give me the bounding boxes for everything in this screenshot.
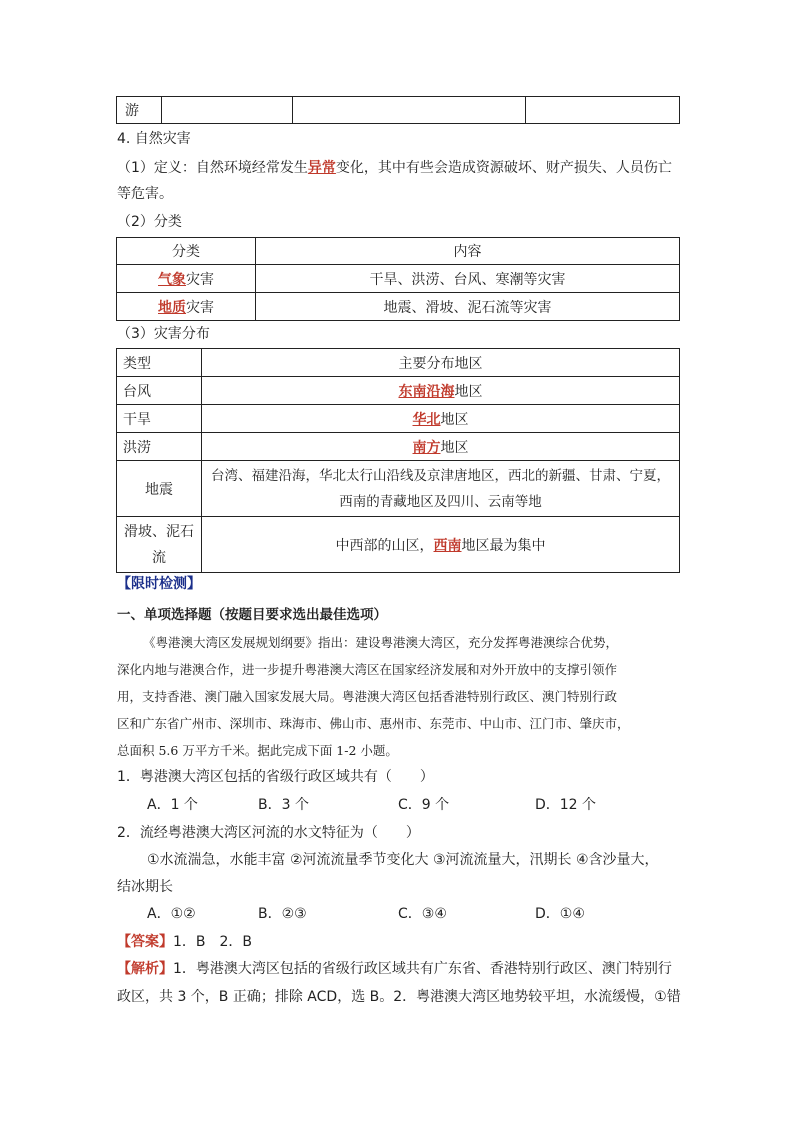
passage-line: 区和广东省广州市、深圳市、珠海市、佛山市、惠州市、东莞市、中山市、江门市、肇庆市， [117,716,630,731]
table-header: 类型 [117,349,202,377]
answer-text: 1．B 2．B [173,934,253,950]
option-b[interactable]: B．②③ [258,906,307,922]
passage [117,629,687,764]
question-2-statements-cont: 结冰期长 [117,879,173,895]
keyword-highlight: 西南 [433,537,462,554]
table-cell: 台风 [117,377,202,405]
keyword-highlight: 东南沿海 [398,383,455,400]
section-title: 一、单项选择题（按题目要求选出最佳选项） [117,607,387,623]
top-table-cell [293,97,526,124]
table-cell: 洪涝 [117,433,202,461]
section-heading: 4. 自然灾害 [117,131,191,147]
option-d[interactable]: D．①④ [535,906,585,922]
table-cell: 干旱 [117,405,202,433]
top-table-cell [162,97,293,124]
option-b[interactable]: B．3 个 [258,797,309,813]
table-header: 主要分布地区 [202,349,680,377]
option-a[interactable]: A．①② [147,906,196,922]
table-row: 干旱 华北地区 [117,405,680,433]
top-table-fragment [116,96,680,124]
definition-line2: 等危害。 [117,186,173,202]
option-d[interactable]: D．12 个 [535,797,597,813]
passage-line: 深化内地与港澳合作，进一步提升粤港澳大湾区在国家经济发展和对外开放中的支撑引领作 [117,662,618,677]
table-row: 地质灾害 地震、滑坡、泥石流等灾害 [117,293,680,321]
passage-line: 《粤港澳大湾区发展规划纲要》指出：建设粤港澳大湾区，充分发挥粤港澳综合优势， [143,635,619,650]
answer-label: 【答案】 [117,934,173,950]
keyword-highlight: 气象 [158,271,186,288]
keyword-highlight: 地质 [158,299,186,316]
top-table-cell: 游 [117,97,162,124]
table-cell: 干旱、洪涝、台风、寒潮等灾害 [256,265,680,293]
table-header: 分类 [117,238,256,265]
question-1-stem: 1．粤港澳大湾区包括的省级行政区域共有（ ） [117,769,434,785]
classify-heading: （2）分类 [117,214,182,230]
table-cell: 地震、滑坡、泥石流等灾害 [256,293,680,321]
answer-line [117,931,252,951]
passage-line: 总面积 5.6 万平方千米。据此完成下面 1-2 小题。 [117,743,398,758]
top-table-cell [526,97,680,124]
classify-table [116,237,680,321]
quiz-heading: 【限时检测】 [117,576,201,592]
table-cell-line: 西南的青藏地区及四川、云南等地 [339,493,542,510]
passage-line: 用，支持香港、澳门融入国家发展大局。粤港澳大湾区包括香港特别行政区、澳门特别行政 [117,689,618,704]
table-row: 滑坡、泥石 流 中西部的山区，西南地区最为集中 [117,517,680,573]
table-row: 气象灾害 干旱、洪涝、台风、寒潮等灾害 [117,265,680,293]
question-2-statements: ①水流湍急，水能丰富 ②河流流量季节变化大 ③河流流量大，汛期长 ④含沙量大， [147,852,659,868]
table-header: 内容 [256,238,680,265]
analysis-line: 【解析】1．粤港澳大湾区包括的省级行政区域共有广东省、香港特别行政区、澳门特别行 [117,961,672,977]
definition-line: （1）定义：自然环境经常发生异常变化，其中有些会造成资源破坏、财产损失、人员伤亡 [117,160,672,176]
table-row: 洪涝 南方地区 [117,433,680,461]
table-cell: 地震 [117,461,202,517]
option-a[interactable]: A．1 个 [147,797,198,813]
distribution-heading: （3）灾害分布 [117,326,210,342]
analysis-line2: 政区，共 3 个，B 正确；排除 ACD，选 B。2．粤港澳大湾区地势较平坦，水流缓慢，①错 [117,989,681,1005]
question-2-stem: 2．流经粤港澳大湾区河流的水文特征为（ ） [117,825,420,841]
distribution-table [116,348,680,573]
table-row [117,461,680,517]
keyword-highlight: 南方 [412,439,441,456]
table-cell-line: 滑坡、泥石 [124,523,194,540]
analysis-label: 【解析】 [117,961,173,977]
keyword-highlight: 异常 [307,160,336,176]
table-row: 台风 东南沿海地区 [117,377,680,405]
option-c[interactable]: C．③④ [398,906,447,922]
table-cell-line: 台湾、福建沿海，华北太行山沿线及京津唐地区，西北的新疆、甘肃、宁夏， [211,467,670,484]
table-cell-line: 流 [152,549,166,566]
keyword-highlight: 华北 [412,411,441,428]
option-c[interactable]: C．9 个 [398,797,450,813]
